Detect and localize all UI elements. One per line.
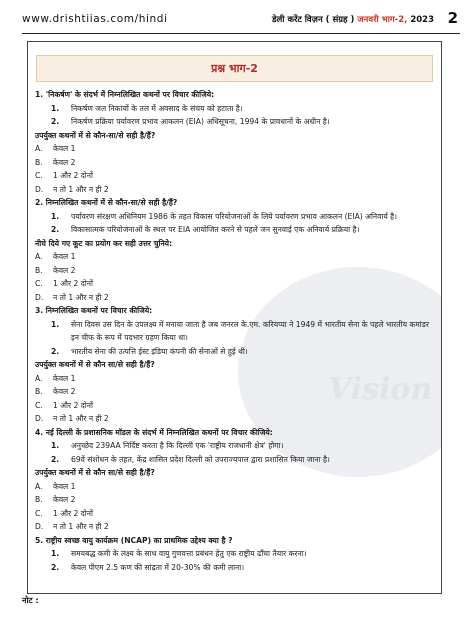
statement-text: केवल पीएम 2.5 कण की सांद्रता में 20-30% की कमी लाना।	[71, 562, 245, 572]
statement-item	[35, 547, 435, 561]
title-accent: जनवरी भाग-2,	[357, 15, 408, 25]
answer-prompt: उपर्युक्त कथनों में से कौन-सा/से सही है/हैं?	[35, 130, 156, 140]
question-text: 1. 'निकर्षण' के संदर्भ में निम्नलिखित कथनों पर विचार कीजिये:	[35, 90, 215, 99]
option-text: न तो 1 और न ही 2	[53, 414, 109, 423]
statement-continuation: इन चीफ के रूप में पदभार ग्रहण किया था।	[71, 333, 188, 342]
option-letter: C.	[35, 279, 43, 288]
option-letter: B.	[35, 265, 43, 275]
answer-prompt: नीचे दिये गए कूट का प्रयोग कर सही उत्तर चुनिये:	[35, 238, 173, 248]
option-letter: D.	[35, 184, 44, 194]
option-letter: C.	[35, 508, 43, 518]
option-letter: D.	[35, 292, 44, 302]
question-list	[35, 88, 435, 574]
option-text: 1 और 2 दोनों	[53, 508, 93, 518]
option-text: केवल 1	[53, 481, 76, 491]
statement-text: पर्यावरण संरक्षण अधिनियम 1986 के तहत विकास परियोजनाओं के लिये पर्यावरण प्रभाव आकलन (EIA) अनिवार्य है।	[71, 211, 398, 221]
option-text: केवल 1	[53, 373, 76, 383]
watermark-text: Vision	[328, 372, 433, 407]
answer-option[interactable]	[35, 480, 435, 494]
option-text: न तो 1 और न ही 2	[53, 184, 109, 194]
option-text: केवल 2	[53, 265, 76, 275]
footer-note: नोट :	[22, 596, 39, 605]
option-text: न तो 1 और न ही 2	[53, 522, 109, 531]
option-text: केवल 1	[53, 252, 76, 261]
statement-number: 1.	[51, 319, 60, 329]
option-text: केवल 2	[53, 495, 76, 504]
section-banner	[36, 55, 433, 82]
header-divider	[22, 33, 460, 34]
answer-option[interactable]	[35, 156, 435, 170]
question-text: 2. निम्नलिखित कथनों में से कौन-सा/से सही है/हैं?	[35, 198, 178, 207]
answer-prompt: उपर्युक्त कथनों में से कौन सा/से सही है/हैं?	[35, 360, 155, 369]
answer-option[interactable]	[35, 520, 435, 534]
option-text: 1 और 2 दोनों	[53, 279, 93, 288]
option-letter: C.	[35, 400, 43, 410]
statement-number: 2.	[51, 346, 60, 356]
option-text: 1 और 2 दोनों	[53, 400, 93, 410]
question-text: 5. राष्ट्रीय स्वच्छ वायु कार्यक्रम (NCAP) का प्राथमिक उद्देश्य क्या है ?	[35, 535, 233, 545]
statement-item	[35, 345, 435, 359]
statement-text: सेना दिवस उस दिन के उपलक्ष्य में मनाया जाता है जब जनरल के.एम. करियप्पा ने 1949 में भारतीय सेना के पहले भारतीय कमांडर	[71, 319, 429, 329]
statement-number: 1.	[51, 549, 60, 558]
statement-item	[35, 102, 435, 116]
question-frame	[27, 41, 442, 594]
section-title: प्रश्न भाग-2	[211, 62, 258, 75]
statement-item	[35, 210, 435, 224]
statement-text: निकर्षण प्रक्रिया पर्यावरण प्रभाव आकलन (EIA) अधिसूचना, 1994 के प्रावधानों के अधीन है।	[71, 117, 330, 126]
answer-option[interactable]	[35, 183, 435, 197]
statement-text: भारतीय सेना की उत्पत्ति ईस्ट इंडिया कंपनी की सेनाओं से हुई थी।	[71, 346, 248, 356]
statement-item	[35, 115, 435, 129]
option-letter: D.	[35, 522, 44, 531]
answer-option[interactable]	[35, 385, 435, 399]
option-letter: D.	[35, 414, 44, 423]
option-text: केवल 2	[53, 157, 76, 167]
answer-option[interactable]	[35, 412, 435, 426]
title-year: 2023	[410, 15, 434, 25]
answer-option[interactable]	[35, 399, 435, 413]
answer-option[interactable]	[35, 250, 435, 264]
option-letter: A.	[35, 144, 43, 153]
statement-text: अनुच्छेद 239AA निर्दिष्ट करता है कि दिल्ली एक 'राष्ट्रीय राजधानी क्षेत्र' होगा।	[71, 441, 284, 450]
answer-option[interactable]	[35, 277, 435, 291]
statement-item	[35, 318, 435, 332]
option-text: केवल 2	[53, 387, 76, 396]
site-url[interactable]: www.drishtiias.com/hindi	[22, 13, 168, 25]
option-letter: A.	[35, 481, 43, 491]
statement-item	[35, 439, 435, 453]
page-number: 2	[447, 9, 458, 27]
statement-number: 1.	[51, 211, 60, 221]
title-prefix: डेली करेंट विज़न ( संग्रह )	[271, 15, 355, 25]
answer-option[interactable]	[35, 264, 435, 278]
answer-option[interactable]	[35, 493, 435, 507]
option-text: 1 और 2 दोनों	[53, 171, 93, 180]
statement-text: विकासात्मक परियोजनाओं के स्थल पर EIA आयोजित करने से पहले जन सुनवाई एक अनिवार्य प्रक्रिया है।	[71, 225, 360, 234]
statement-number: 1.	[51, 103, 60, 113]
answer-option[interactable]	[35, 372, 435, 386]
statement-text: निकर्षण जल निकायों के तल में अवसाद के संचय को हटाता है।	[71, 103, 243, 113]
document-title	[272, 14, 434, 25]
statement-number: 2.	[51, 117, 60, 126]
statement-number: 2.	[51, 225, 60, 234]
answer-option[interactable]	[35, 142, 435, 156]
option-letter: A.	[35, 252, 43, 261]
answer-option[interactable]	[35, 507, 435, 521]
answer-option[interactable]	[35, 291, 435, 305]
page-header	[22, 6, 460, 32]
option-letter: B.	[35, 387, 43, 396]
statement-text: 69वें संशोधन के तहत, केंद्र शासित प्रदेश दिल्ली को उपराज्यपाल द्वारा प्रशासित किया जाना है।	[71, 454, 330, 464]
statement-item	[35, 453, 435, 467]
statement-number: 2.	[51, 562, 60, 572]
question-text: 3. निम्नलिखित कथनों पर विचार कीजिये:	[35, 306, 153, 315]
statement-number: 1.	[51, 441, 60, 450]
option-letter: B.	[35, 157, 43, 167]
answer-prompt: उपर्युक्त कथनों में से कौन सा/से सही है/हैं?	[35, 468, 155, 477]
answer-option[interactable]	[35, 169, 435, 183]
option-letter: C.	[35, 171, 43, 180]
statement-text: समयबद्ध कमी के लक्ष्य के साथ वायु गुणवत्ता प्रबंधन हेतु एक राष्ट्रीय ढाँचा तैयार करना।	[71, 549, 307, 558]
question-text: 4. नई दिल्ली के प्रशासनिक मॉडल के संदर्भ में निम्नलिखित कथनों पर विचार कीजिये:	[35, 427, 273, 437]
option-letter: A.	[35, 373, 43, 383]
option-text: केवल 1	[53, 144, 76, 153]
option-text: न तो 1 और न ही 2	[53, 292, 109, 302]
statement-item	[35, 223, 435, 237]
statement-number: 2.	[51, 454, 60, 464]
statement-item	[35, 561, 435, 575]
option-letter: B.	[35, 495, 43, 504]
